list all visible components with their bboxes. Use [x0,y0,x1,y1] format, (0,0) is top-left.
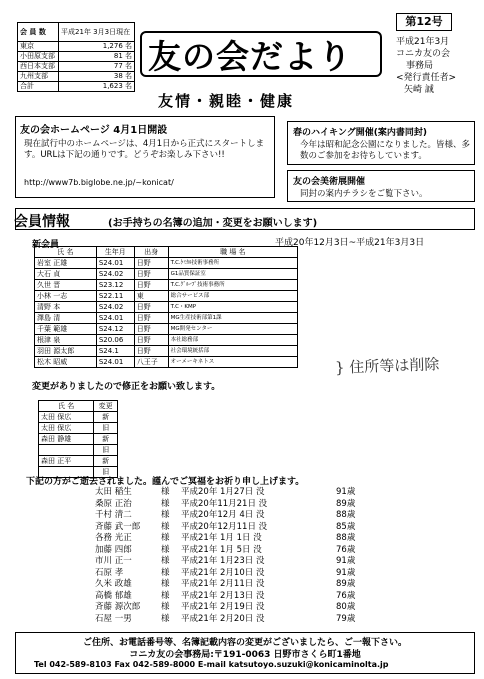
member-workplace: 総合サービス部 [168,291,297,302]
deceased-honorific: 様 [161,521,170,532]
art-show-announcement [287,170,475,202]
member-count-value: 38 名 [59,72,135,82]
table-row [35,258,298,269]
list-item [95,522,435,534]
change-type: 旧 [94,467,118,478]
deceased-age: 91歳 [336,487,356,497]
deceased-age: 89歳 [336,498,356,509]
member-count-row [18,62,135,72]
member-count-value: 1,276 名 [59,42,135,52]
list-item [95,591,435,603]
new-members-body [35,258,298,368]
list-item [95,487,435,499]
deceased-name: 高橋 郁雄 [95,590,132,601]
deceased-age: 80歳 [336,602,356,612]
change-name: 太田 保広 [39,412,94,423]
deceased-age: 76歳 [336,544,356,555]
footer-contact: Tel 042-589-8103 Fax 042-589-8000 E-mail katsutoyo.suzuki@konicaminolta.jp [34,660,389,669]
member-origin: 日野 [134,313,168,324]
member-count-branch: 西日本支部 [18,62,59,72]
member-count-value: 1,623 名 [59,82,135,92]
member-workplace: オーメーキネトス [168,357,297,368]
member-birth: S24.01 [96,258,134,269]
publisher-office: 事務局 [406,61,434,71]
editor-label: <発行責任者> [396,73,457,83]
list-item [95,545,435,557]
member-count-body [18,23,135,92]
member-count-branch: 東京 [18,42,59,52]
table-row [39,412,118,423]
member-workplace: 本社総務部 [168,335,297,346]
member-count-date: 平成21年 3月3日現在 [59,23,135,42]
changes-table [38,400,118,478]
member-workplace: G1品質保証室 [168,269,297,280]
member-name: 松木 昭威 [35,357,97,368]
deceased-honorific: 様 [161,487,170,497]
deceased-name: 千村 清二 [95,510,132,520]
deceased-date: 平成21年 1月 1日 没 [181,533,262,543]
deceased-honorific: 様 [161,613,170,624]
member-count-value: 77 名 [59,62,135,72]
deceased-name: 桑原 正治 [95,498,132,509]
list-item [95,602,435,614]
deceased-honorific: 様 [161,556,170,566]
issue-number: 第12号 [396,13,452,31]
member-origin: 日野 [134,324,168,335]
deceased-date: 平成21年 1月23日 没 [181,556,265,566]
condolence-list [95,487,435,625]
deceased-date: 平成21年 2月11日 没 [181,579,265,589]
handwritten-note [335,353,440,378]
member-origin: 日野 [134,269,168,280]
deceased-name: 各務 光正 [95,533,132,543]
change-name: 太田 保広 [39,423,94,434]
list-item [95,614,435,626]
table-row [35,346,298,357]
member-name: 岩室 正雄 [35,258,97,269]
footer-notice: ご住所、お電話番号等、名簿記載内容の変更がございましたら、ご一報下さい。 [82,638,407,648]
handwritten-text: 住所等は削除 [349,355,440,377]
footer-address: コニカ友の会事務局:〒191-0063 日野市さくら町1番地 [129,650,361,660]
deceased-date: 平成20年11月21日 没 [181,498,268,509]
table-row [35,335,298,346]
deceased-name: 斉藤 源次郎 [95,602,141,612]
deceased-date: 平成20年12月 4日 没 [181,510,265,520]
member-workplace: T.C・KMP [168,302,297,313]
change-type: 新 [94,412,118,423]
member-origin: 日野 [134,302,168,313]
member-birth: S24.12 [96,324,134,335]
change-name [39,445,94,456]
deceased-honorific: 様 [161,510,170,520]
change-name: 森田 正平 [39,456,94,467]
col-workplace: 職 場 名 [168,247,297,258]
member-origin: 日野 [134,346,168,357]
table-row [35,357,298,368]
hiking-body: 今年は昭和記念公園になりました。皆様、多数のご参加をお待ちしています。 [300,140,471,161]
member-count-branch: 九州支部 [18,72,59,82]
table-row [39,456,118,467]
table-row [35,313,298,324]
member-name: 清野 本 [35,302,97,313]
new-members-label: 新会員 [32,240,60,250]
changes-body [39,412,118,478]
deceased-honorific: 様 [161,590,170,601]
member-origin: 日野 [134,280,168,291]
condolence-note: 下記の方がご逝去されました。謹んでご冥福をお祈り申し上げます。 [26,477,305,487]
deceased-honorific: 様 [161,567,170,578]
hiking-announcement [287,121,475,165]
member-birth: S20.06 [96,335,134,346]
list-item [95,510,435,522]
homepage-url[interactable]: http://www7b.biglobe.ne.jp/~konicat/ [24,178,174,187]
table-row [39,423,118,434]
change-type: 新 [94,434,118,445]
member-info-note: (お手持ちの名簿の追加・変更をお願いします) [108,218,318,229]
member-birth: S24.01 [96,313,134,324]
member-count-branch: 小田原支部 [18,52,59,62]
newsletter-title: 友の会だより [148,37,352,76]
deceased-age: 88歳 [336,533,356,543]
homepage-title: 友の会ホームページ 4月1日開設 [20,125,168,136]
deceased-name: 久米 政雄 [95,579,132,589]
deceased-name: 加藤 四郎 [95,544,132,555]
deceased-name: 市川 正一 [95,556,132,566]
publisher-name: コニカ友の会 [396,49,451,59]
member-name: 澤島 清 [35,313,97,324]
member-workplace: 社会環境統括部 [168,346,297,357]
table-row [35,324,298,335]
member-origin: 八王子 [134,357,168,368]
new-members-table [34,246,298,368]
member-count-table [17,22,135,92]
deceased-name: 太田 稲生 [95,487,132,497]
deceased-age: 88歳 [336,510,356,520]
member-workplace: MG開発センター [168,324,297,335]
table-row [35,280,298,291]
deceased-honorific: 様 [161,533,170,543]
deceased-date: 平成20年12月11日 没 [181,521,268,532]
col-origin: 出身 [134,247,168,258]
member-count-value: 81 名 [59,52,135,62]
member-name: 小林 一志 [35,291,97,302]
table-row [39,445,118,456]
deceased-age: 89歳 [336,579,356,589]
list-item [95,499,435,511]
member-birth: S23.12 [96,280,134,291]
deceased-honorific: 様 [161,602,170,612]
member-name: 久世 晋 [35,280,97,291]
issue-date: 平成21年3月 [396,37,450,47]
deceased-name: 石原 孝 [95,567,124,578]
deceased-date: 平成21年 1月 5日 没 [181,544,262,555]
member-info-period: 平成20年12月3日~平成21年3月3日 [275,238,425,248]
table-row [35,302,298,313]
deceased-honorific: 様 [161,579,170,589]
art-show-body: 同封の案内チラシをご覧下さい。 [300,189,428,199]
list-item [95,533,435,545]
member-origin: 日野 [134,335,168,346]
hiking-title: 春のハイキング開催(案内書同封) [293,128,427,138]
member-birth: S24.02 [96,302,134,313]
new-members-header-row [35,247,298,258]
deceased-name: 斉藤 武一郎 [95,521,141,532]
member-workplace: MG生産技術部第1課 [168,313,297,324]
member-workplace: T.C.ｸﾞﾙｰﾌﾟ技術事務所 [168,280,297,291]
list-item [95,568,435,580]
handwritten-mark: } [334,358,345,377]
member-count-label: 会 員 数 [18,23,59,42]
deceased-date: 平成21年 2月13日 没 [181,590,265,601]
member-birth: S22.11 [96,291,134,302]
deceased-age: 79歳 [336,613,356,624]
change-type: 新 [94,456,118,467]
editor-name: 矢崎 誠 [404,85,434,95]
deceased-honorific: 様 [161,544,170,555]
change-type: 旧 [94,423,118,434]
change-type: 旧 [94,445,118,456]
member-count-row [18,52,135,62]
member-workplace: T.C.ｹﾐｶﾙ技術事務所 [168,258,297,269]
art-show-title: 友の会美術展開催 [293,177,366,187]
member-count-header-row [18,23,135,42]
deceased-age: 85歳 [336,521,356,532]
issue-info [396,36,476,96]
list-item [95,579,435,591]
member-origin: 日野 [134,258,168,269]
col-change-name: 氏 名 [39,401,94,412]
deceased-date: 平成20年 1月27日 没 [181,487,265,497]
member-birth: S24.1 [96,346,134,357]
member-name: 大石 貞 [35,269,97,280]
deceased-age: 76歳 [336,590,356,601]
deceased-honorific: 様 [161,498,170,509]
list-item [95,556,435,568]
member-name: 千葉 範雄 [35,324,97,335]
col-birth: 生年月 [96,247,134,258]
deceased-name: 石屋 一男 [95,613,132,624]
member-name: 根津 泉 [35,335,97,346]
deceased-age: 91歳 [336,556,356,566]
member-count-row [18,42,135,52]
table-row [35,291,298,302]
member-origin: 東 [134,291,168,302]
changes-note: 変更がありましたので修正をお願い致します。 [32,382,221,392]
homepage-announcement [15,116,275,198]
deceased-date: 平成21年 2月19日 没 [181,602,265,612]
member-birth: S24.01 [96,357,134,368]
member-name: 羽田 源太郎 [35,346,97,357]
member-count-branch: 合計 [18,82,59,92]
member-count-row [18,82,135,92]
table-row [35,269,298,280]
deceased-date: 平成21年 2月20日 没 [181,613,265,624]
newsletter-subtitle: 友情・親睦・健康 [158,92,295,110]
change-name: 森田 静雄 [39,434,94,445]
col-change-type: 変更 [94,401,118,412]
deceased-age: 91歳 [336,567,356,578]
table-row [39,434,118,445]
member-count-row [18,72,135,82]
member-info-title: 会員情報 [14,214,70,230]
contact-footer [15,632,475,674]
col-name: 氏 名 [35,247,97,258]
deceased-date: 平成21年 2月10日 没 [181,567,265,578]
changes-header-row [39,401,118,412]
homepage-body: 現在試行中のホームページは、4月1日から正式にスタートします。URLは下記の通りです。どうぞお楽しみ下さい!! [24,139,265,160]
member-birth: S24.02 [96,269,134,280]
